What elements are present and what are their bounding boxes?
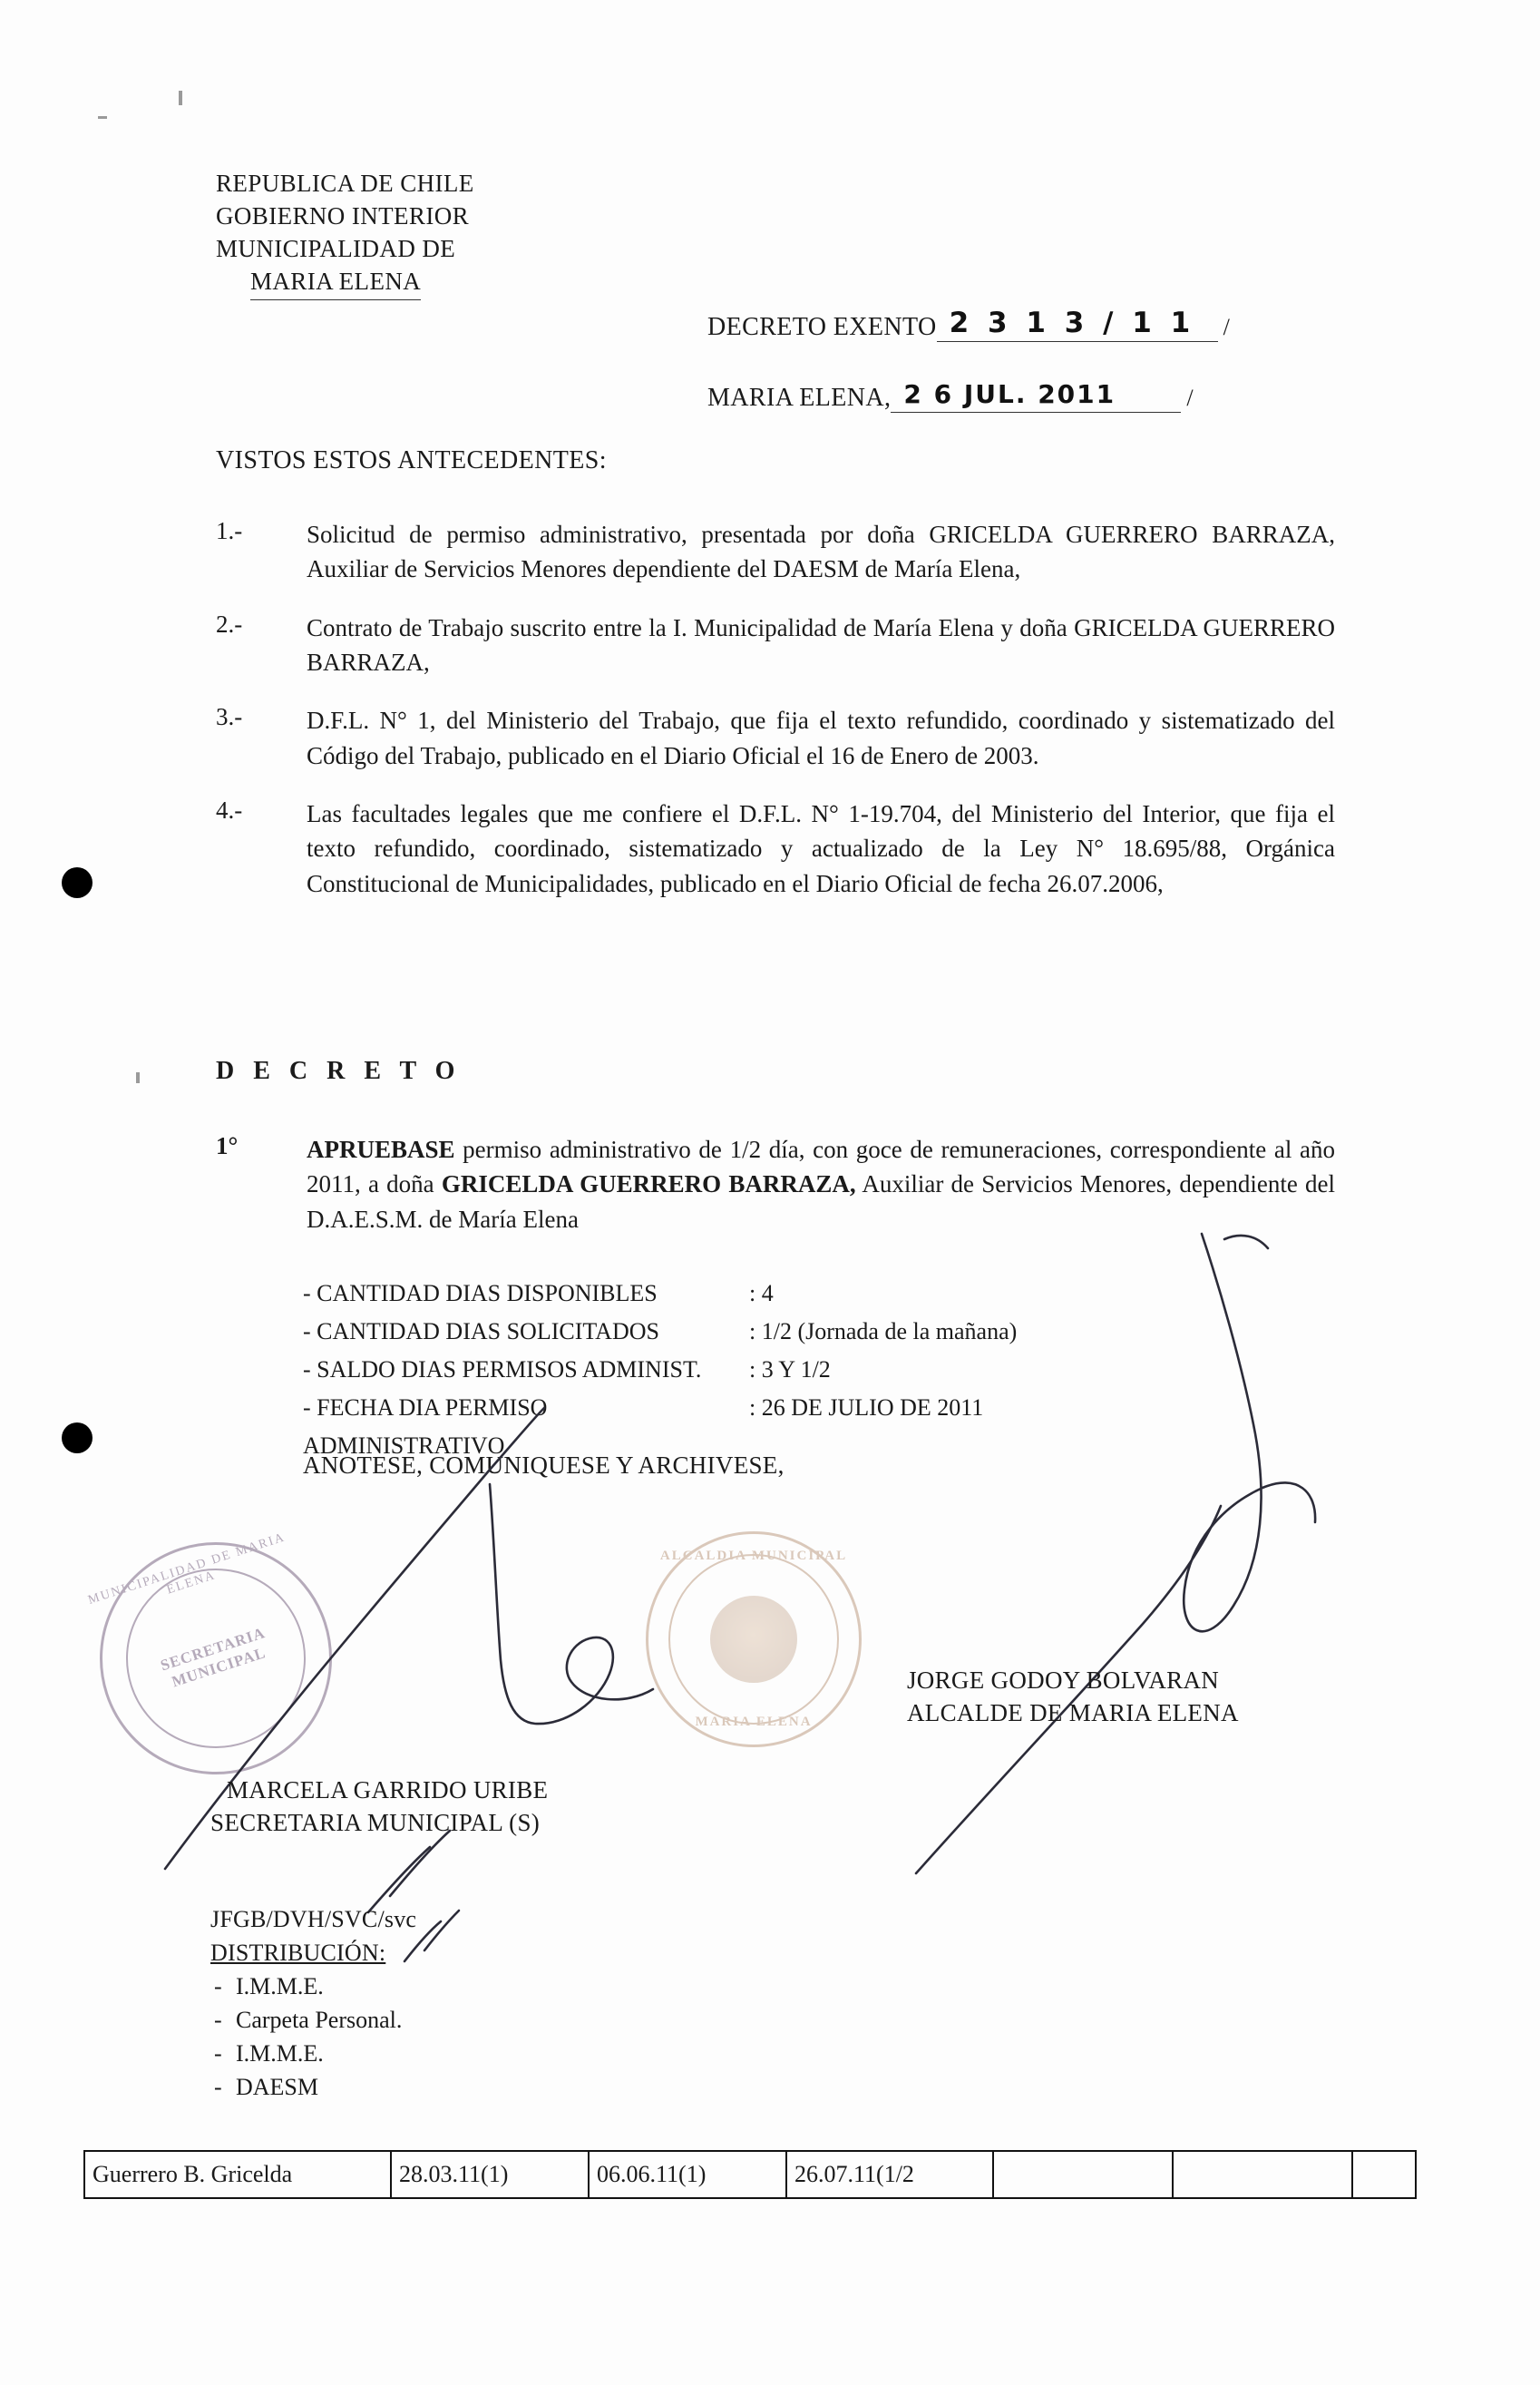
decreto-number-field [937,307,1218,342]
seal-left-center: SECRETARIA MUNICIPAL [158,1624,268,1691]
seal-right-arc-top: ALCALDIA MUNICIPAL [659,1549,848,1563]
table-cell-date-1: 28.03.11(1) [391,2151,589,2198]
clause-text: Las facultades legales que me confiere el D.F.L. N° 1-19.704, del Ministerio del Interior, que fija el texto refundido, coordinado, sistematizado y actualizado de la Ley N° 18.695/88, Orgánica Constitucional de Municipalidades, publicado en el Diario Oficial de fecha 26.07.2006, [307,799,1335,897]
clause-item [216,703,1335,773]
alcaldia-municipal-seal [646,1531,862,1747]
clause-text: Solicitud de permiso administrativo, presentada por doña GRICELDA GUERRERO BARRAZA, Auxiliar de Servicios Menores dependiente del DAESM de María Elena, [307,521,1335,583]
distribution-item [210,2038,416,2071]
table-cell-date-2: 06.06.11(1) [589,2151,786,2198]
letterhead-line-4: MARIA ELENA [250,266,421,300]
clause-text: D.F.L. N° 1, del Ministerio del Trabajo, que fija el texto refundido, coordinado y sistematizado del Código del Trabajo, publicado en el Diario Oficial el 16 de Enero de 2003. [307,707,1335,769]
decreto-label: DECRETO EXENTO [707,313,937,341]
clause-item [216,797,1335,901]
distribution-item [210,2004,416,2038]
distribution-title: DISTRIBUCIÓN: [210,1939,386,1966]
signature-right-title: ALCALDE DE MARIA ELENA [907,1699,1239,1727]
signature-right [907,1664,1239,1730]
letterhead-line-3: MUNICIPALIDAD DE [216,234,456,262]
table-cell-empty [1352,2151,1416,2198]
distribution-item-label: I.M.M.E. [236,1972,324,1999]
letterhead [216,168,474,300]
decreto-number-value: 2 3 1 3 / 1 1 [949,307,1195,339]
table-cell-name: Guerrero B. Gricelda [84,2151,391,2198]
decreto-date-field [891,379,1181,413]
vistos-title: VISTOS ESTOS ANTECEDENTES: [216,446,607,474]
detail-value: : 1/2 (Jornada de la mañana) [749,1318,1018,1345]
closing-line: ANOTESE, COMUNIQUESE Y ARCHIVESE, [303,1452,785,1479]
decreto-number-row [707,307,1230,342]
punch-hole-top [62,867,93,898]
record-table [83,2150,1417,2199]
letterhead-line-4-wrap [216,266,474,300]
distribution-item-label: DAESM [236,2073,319,2100]
decreto-date-value: 2 6 JUL. 2011 [903,379,1116,409]
seal-right-arc-bottom: MARIA ELENA [695,1715,813,1729]
signature-left [210,1774,548,1840]
decreto-number-slash: / [1223,314,1231,340]
clause-number: 3.- [216,703,243,731]
article-number: 1° [216,1132,239,1159]
secretaria-municipal-seal [70,1512,363,1805]
clause-item [216,611,1335,680]
article-text-a: permiso administrativo de 1/2 día, con goce de remuneraciones, correspondiente al año 2011, a doña [307,1136,1335,1198]
municipal-crest-icon [710,1596,797,1683]
detail-value: : 4 [749,1280,774,1306]
detail-label: - CANTIDAD DIAS DISPONIBLES [303,1280,658,1306]
signature-left-title: SECRETARIA MUNICIPAL (S) [210,1809,541,1837]
city-label: MARIA ELENA, [707,384,892,412]
detail-row [303,1313,1017,1351]
list-dash: - [214,2073,222,2100]
article-bold-lead: APRUEBASE [307,1136,455,1163]
clause-number: 2.- [216,610,243,638]
decreto-date-row [707,379,1194,413]
detail-label: - CANTIDAD DIAS SOLICITADOS [303,1318,659,1345]
clause-item [216,517,1335,587]
article-item [216,1132,1335,1236]
distribution-block [210,1903,416,2104]
table-cell-empty [993,2151,1173,2198]
scan-speck [179,91,182,105]
clause-number: 1.- [216,517,243,544]
detail-label: - FECHA DIA PERMISO ADMINISTRATIVO [303,1394,548,1460]
detail-value: : 26 DE JULIO DE 2011 [749,1394,984,1422]
signature-right-name: JORGE GODOY BOLVARAN [907,1667,1220,1694]
detail-row [303,1275,1017,1313]
detail-label: - SALDO DIAS PERMISOS ADMINIST. [303,1356,702,1383]
distribution-item [210,1970,416,2004]
clause-number: 4.- [216,796,243,824]
distribution-ref: JFGB/DVH/SVC/svc [210,1906,417,1932]
clause-text: Contrato de Trabajo suscrito entre la I. Municipalidad de María Elena y doña GRICELDA GUERRERO BARRAZA, [307,613,1335,676]
permit-details [303,1275,1017,1466]
distribution-item-label: Carpeta Personal. [236,2006,403,2033]
detail-row [303,1351,1017,1389]
seal-left-arc-top: MUNICIPALIDAD DE MARIA ELENA [86,1530,288,1608]
punch-hole-bottom [62,1422,93,1453]
table-cell-empty [1173,2151,1352,2198]
list-dash: - [214,2006,222,2033]
distribution-item-label: I.M.M.E. [236,2039,324,2067]
decreto-date-slash: / [1186,385,1194,411]
scan-speck [136,1072,140,1083]
article-bold-name: GRICELDA GUERRERO BARRAZA, [441,1170,856,1198]
clause-list [216,517,1335,924]
table-row [84,2151,1416,2198]
distribution-list [210,1970,416,2105]
signature-left-name: MARCELA GARRIDO URIBE [227,1776,549,1803]
article-text [307,1132,1335,1236]
distribution-item [210,2071,416,2105]
list-dash: - [214,2039,222,2067]
list-dash: - [214,1972,222,1999]
table-cell-date-3: 26.07.11(1/2 [786,2151,993,2198]
letterhead-line-2: GOBIERNO INTERIOR [216,201,470,230]
letterhead-line-1: REPUBLICA DE CHILE [216,170,474,197]
decreto-heading: D E C R E T O [216,1057,462,1085]
detail-value: : 3 Y 1/2 [749,1356,831,1383]
scan-speck [98,116,107,119]
article-text-b: Auxiliar de Servicios Menores, dependiente del D.A.E.S.M. de María Elena [307,1170,1336,1233]
